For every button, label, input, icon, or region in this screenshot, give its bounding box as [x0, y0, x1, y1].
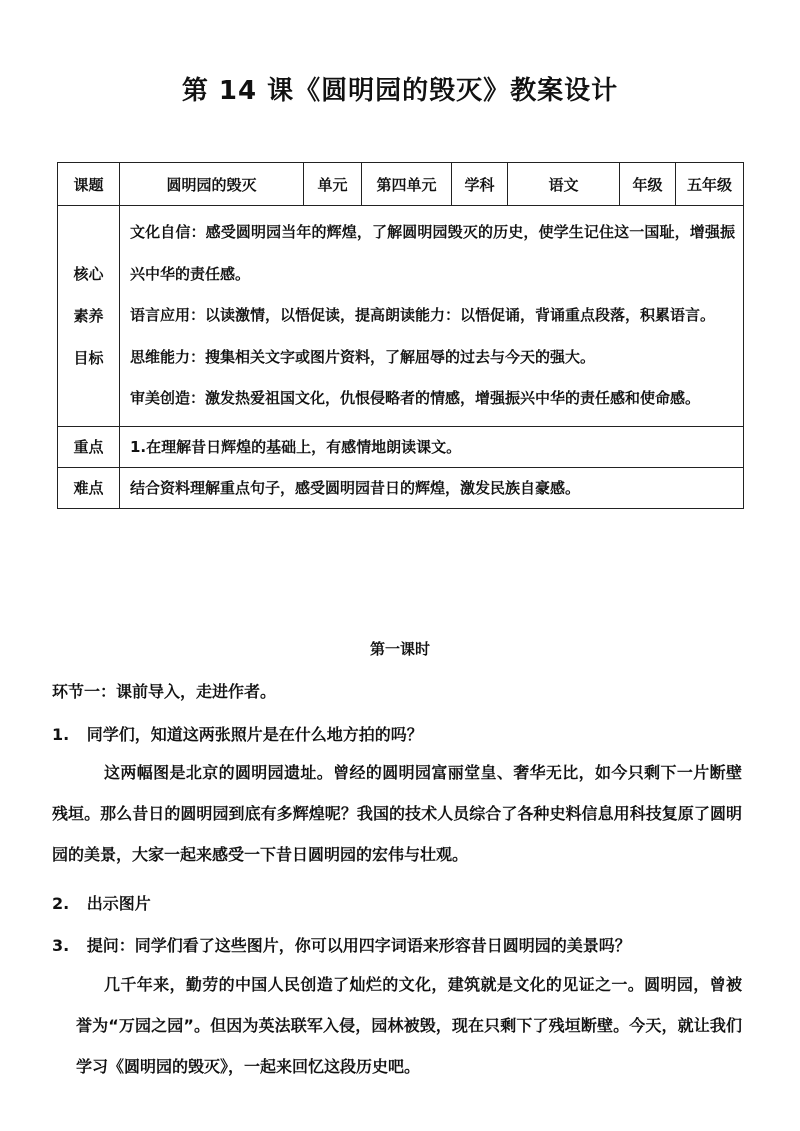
- list-item-2: [52, 891, 151, 914]
- document-title: 第 14 课《圆明园的毁灭》教案设计: [181, 76, 619, 106]
- table-header-row: [58, 163, 744, 206]
- list-item-1: [52, 722, 423, 745]
- list-number: 3.: [52, 936, 70, 955]
- subject-value: 语文: [508, 163, 620, 206]
- difficulty-row: [58, 467, 744, 508]
- list-number: 1.: [52, 725, 70, 744]
- key-point-text: 1.在理解昔日辉煌的基础上，有感情地朗读课文。: [120, 426, 744, 467]
- topic-value: 圆明园的毁灭: [120, 163, 304, 206]
- list-text: 同学们，知道这两张照片是在什么地方拍的吗？: [86, 725, 423, 744]
- list-item-3: [52, 933, 631, 956]
- core-goals-row: [58, 206, 744, 427]
- core-label-line: 目标: [73, 348, 104, 367]
- core-label-line: 素养: [73, 306, 104, 325]
- difficulty-label: 难点: [58, 467, 120, 508]
- grade-label: 年级: [620, 163, 676, 206]
- unit-value: 第四单元: [362, 163, 452, 206]
- list-text: 出示图片: [86, 894, 151, 913]
- unit-label: 单元: [304, 163, 362, 206]
- goal-aesthetic: 审美创造：激发热爱祖国文化，仇恨侵略者的情感，增强振兴中华的责任感和使命感。: [130, 389, 701, 407]
- paragraph-intro: 这两幅图是北京的圆明园遗址。曾经的圆明园富丽堂皇、奢华无比，如今只剩下一片断壁残垣。那么昔日的圆明园到底有多辉煌呢？我国的技术人员综合了各种史料信息用科技复原了圆明园的美景，大家一起来感受一下昔日圆明园的宏伟与壮观。: [52, 763, 742, 864]
- topic-label: 课题: [58, 163, 120, 206]
- goal-language-use: 语言应用：以读激情，以悟促读，提高朗读能力：以悟促诵，背诵重点段落，积累语言。: [130, 306, 716, 324]
- list-text: 提问：同学们看了这些图片，你可以用四字词语来形容昔日圆明园的美景吗？: [86, 936, 631, 955]
- goal-cultural-confidence: 文化自信：感受圆明园当年的辉煌，了解圆明园毁灭的历史，使学生记住这一国耻，增强振兴中华的责任感。: [130, 223, 735, 283]
- difficulty-text: 结合资料理解重点句子，感受圆明园昔日的辉煌，激发民族自豪感。: [120, 467, 744, 508]
- core-label-line: 核心: [73, 264, 104, 283]
- core-goals-content: [120, 206, 744, 427]
- goal-thinking: 思维能力：搜集相关文字或图片资料，了解屈辱的过去与今天的强大。: [130, 347, 596, 366]
- section-heading: 环节一：课前导入，走进作者。: [52, 682, 277, 701]
- subject-label: 学科: [452, 163, 508, 206]
- paragraph-lead-in: 几千年来，勤劳的中国人民创造了灿烂的文化，建筑就是文化的见证之一。圆明园，曾被誉为“万园之园”。但因为英法联军入侵，园林被毁，现在只剩下了残垣断壁。今天，就让我们学习《圆明园的毁灭》，一起来回忆这段历史吧。: [76, 975, 742, 1076]
- grade-value: 五年级: [676, 163, 744, 206]
- lesson-title: 第一课时: [369, 640, 430, 658]
- core-goals-label: [58, 206, 120, 427]
- lesson-info-table: [57, 162, 744, 509]
- list-number: 2.: [52, 894, 70, 913]
- key-point-label: 重点: [58, 426, 120, 467]
- key-point-row: [58, 426, 744, 467]
